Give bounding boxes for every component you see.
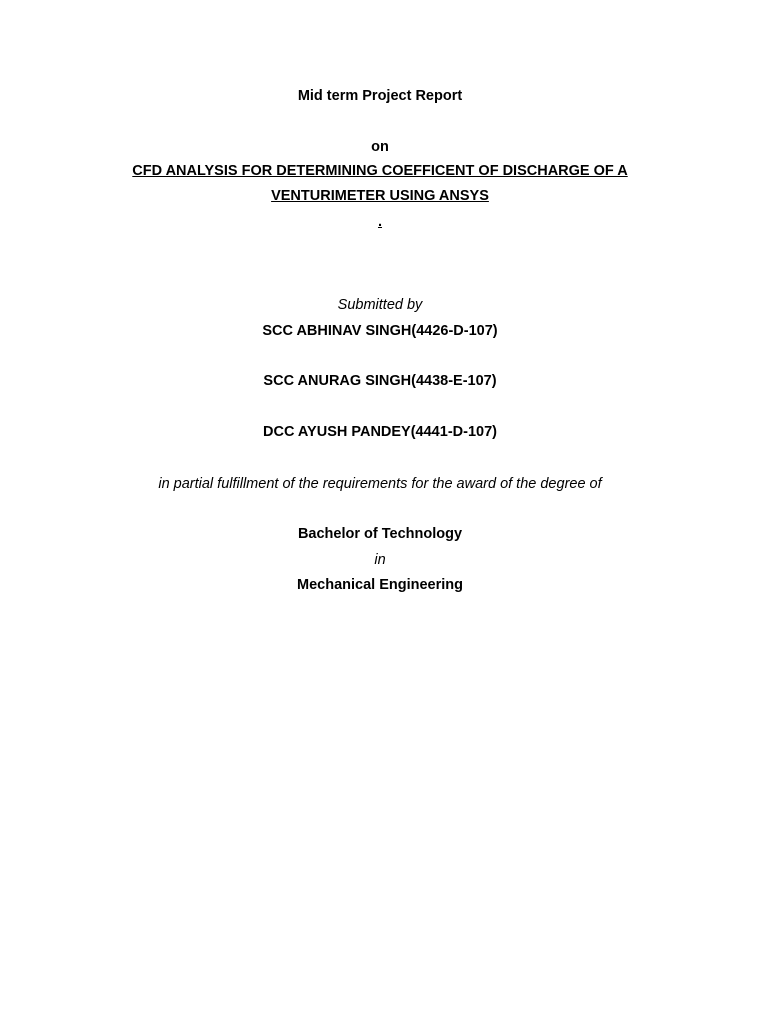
connector-on: on bbox=[371, 139, 389, 155]
student-name: DCC AYUSH PANDEY(4441-D-107) bbox=[263, 424, 497, 440]
branch-name: Mechanical Engineering bbox=[297, 577, 463, 593]
project-title-line-1: CFD ANALYSIS FOR DETERMINING COEFFICENT OF DISCHARGE OF A bbox=[132, 163, 628, 179]
degree-name: Bachelor of Technology bbox=[297, 526, 463, 542]
project-title-dot: . bbox=[377, 214, 383, 230]
degree-connector-in: in bbox=[374, 552, 386, 568]
project-title-line-2: VENTURIMETER USING ANSYS bbox=[271, 188, 489, 204]
student-name: SCC ANURAG SINGH(4438-E-107) bbox=[263, 373, 497, 389]
report-type-heading: Mid term Project Report bbox=[297, 88, 463, 104]
student-name: SCC ABHINAV SINGH(4426-D-107) bbox=[262, 323, 498, 339]
fulfillment-statement: in partial fulfillment of the requirements for the award of the degree of bbox=[158, 476, 602, 492]
submitted-by-label: Submitted by bbox=[337, 297, 423, 313]
